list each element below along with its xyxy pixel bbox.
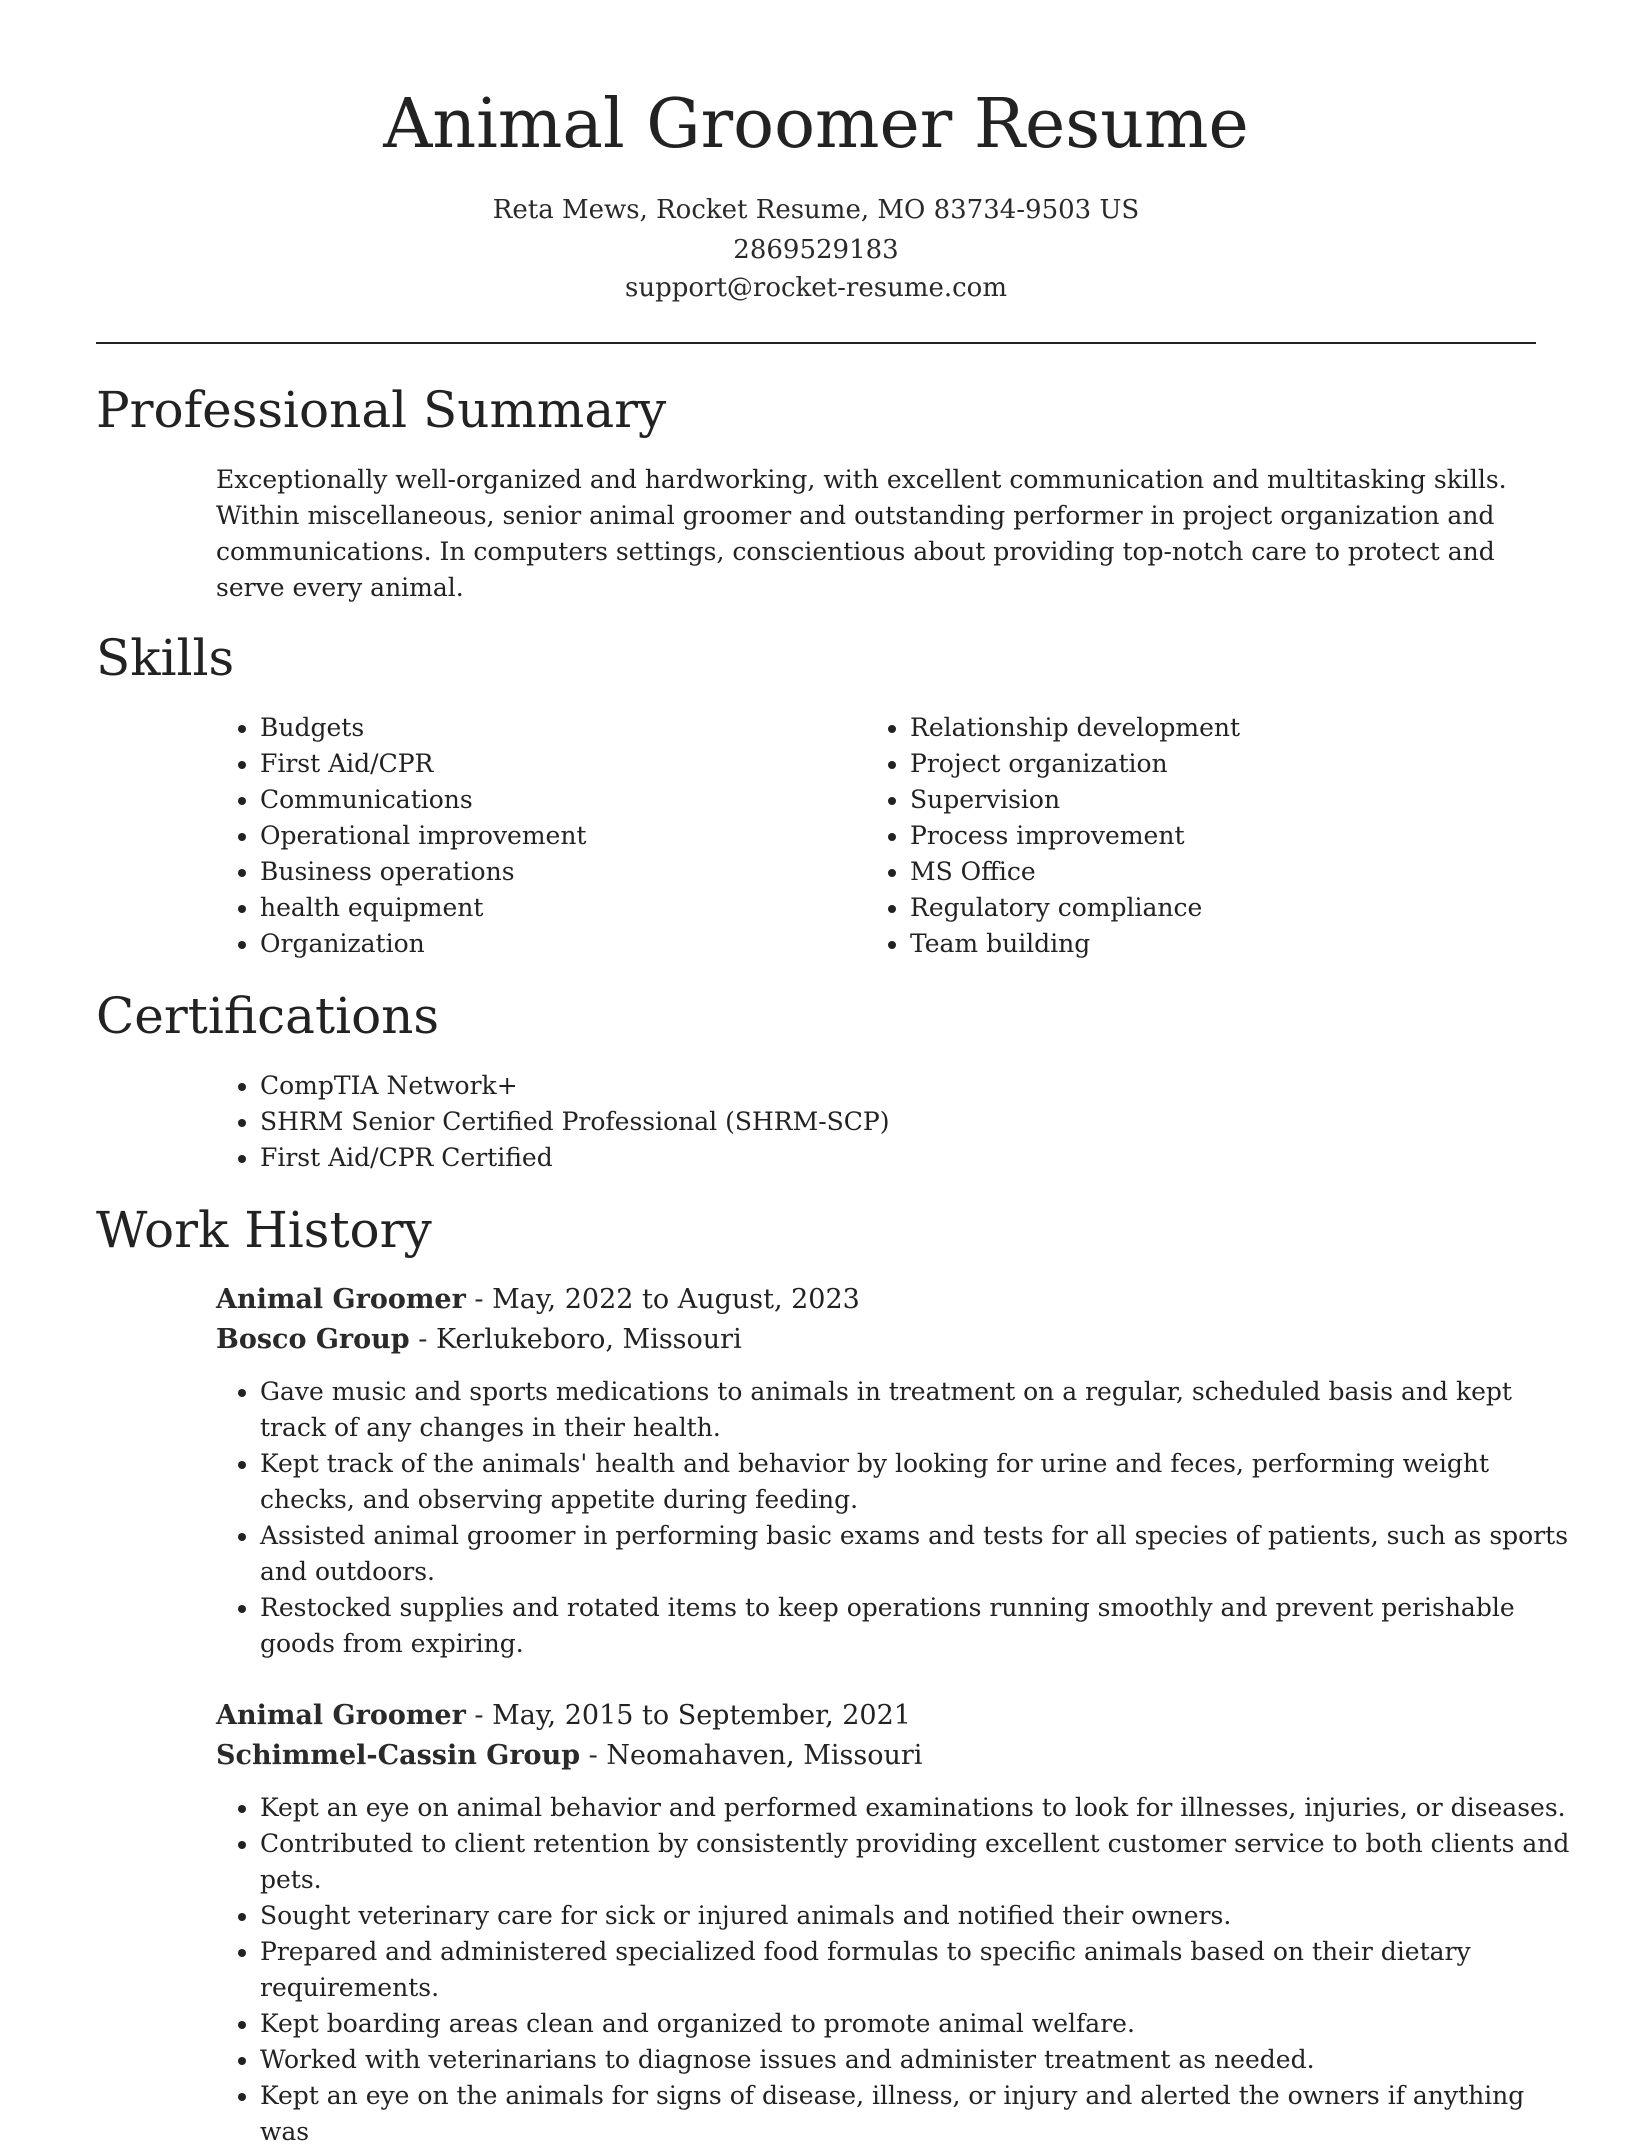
certifications-list	[216, 1068, 1460, 1176]
job-duty-item: • Kept an eye on animal behavior and performed examinations to look for illnesses, injuries, or diseases.	[260, 1790, 1580, 1826]
resume-title: Animal Groomer Resume	[383, 85, 1249, 164]
contact-email: support@rocket-resume.com	[624, 273, 1007, 303]
certifications-heading: Certifications	[96, 987, 440, 1045]
job-duties-list	[216, 1374, 1580, 1662]
job-duty-item: • Kept track of the animals' health and behavior by looking for urine and feces, performing weight checks, and observing appetite during feeding.	[260, 1446, 1580, 1518]
job-duty-item: • Contributed to client retention by consistently providing excellent customer service to both clients and pets.	[260, 1826, 1580, 1898]
skills-list-right	[866, 710, 1580, 962]
job-duty-item: • Gave music and sports medications to animals in treatment on a regular, scheduled basis and kept track of any changes in their health.	[260, 1374, 1580, 1446]
job-duty-item: • Kept boarding areas clean and organized to promote animal welfare.	[260, 2006, 1580, 2042]
skill-item: • Relationship development	[910, 710, 1580, 746]
job-company-line	[216, 1736, 922, 1776]
skill-item: • Organization	[260, 926, 860, 962]
job-location: Neomahaven, Missouri	[606, 1740, 923, 1771]
contact-address: Reta Mews, Rocket Resume, MO 83734-9503 US	[492, 195, 1140, 225]
job-duty-item: • Prepared and administered specialized food formulas to specific animals based on their dietary requirements.	[260, 1934, 1580, 2006]
skill-item: • First Aid/CPR	[260, 746, 860, 782]
skill-item: • Budgets	[260, 710, 860, 746]
job-duties-list	[216, 1790, 1580, 2150]
skill-item: • Team building	[910, 926, 1580, 962]
certification-item: • CompTIA Network+	[260, 1068, 1460, 1104]
job-location: Kerlukeboro, Missouri	[435, 1324, 742, 1355]
skill-item: • health equipment	[260, 890, 860, 926]
skill-item: • Business operations	[260, 854, 860, 890]
certification-item: • First Aid/CPR Certified	[260, 1140, 1460, 1176]
skills-list-left	[216, 710, 860, 962]
skill-item: • Supervision	[910, 782, 1580, 818]
skill-item: • Communications	[260, 782, 860, 818]
job-title-line	[216, 1696, 911, 1736]
summary-text: Exceptionally well-organized and hardworking, with excellent communication and multitasking skills. Within miscellaneous, senior animal groomer and outstanding performer in project organization and communications. In computers settings, conscientious about providing top-notch care to protect and serve every animal.	[216, 465, 1507, 602]
job-company: Bosco Group	[216, 1324, 410, 1355]
job-separator: -	[465, 1284, 493, 1315]
work-history-heading: Work History	[96, 1201, 432, 1259]
job-separator: -	[409, 1324, 436, 1355]
job-separator: -	[465, 1700, 493, 1731]
skill-item: • MS Office	[910, 854, 1580, 890]
job-dates: May, 2022 to August, 2023	[492, 1284, 860, 1315]
job-duty-item: • Worked with veterinarians to diagnose issues and administer treatment as needed.	[260, 2042, 1580, 2078]
header-divider	[96, 342, 1536, 344]
job-dates: May, 2015 to September, 2021	[492, 1700, 911, 1731]
skill-item: • Operational improvement	[260, 818, 860, 854]
skills-heading: Skills	[96, 629, 235, 687]
summary-heading: Professional Summary	[96, 381, 667, 439]
skill-item: • Process improvement	[910, 818, 1580, 854]
certification-item: • SHRM Senior Certified Professional (SHRM-SCP)	[260, 1104, 1460, 1140]
job-duty-item: • Sought veterinary care for sick or injured animals and notified their owners.	[260, 1898, 1580, 1934]
job-title: Animal Groomer	[216, 1700, 466, 1731]
job-duty-item: • Restocked supplies and rotated items to keep operations running smoothly and prevent perishable goods from expiring.	[260, 1590, 1580, 1662]
contact-phone: 2869529183	[733, 235, 899, 265]
job-title-line	[216, 1280, 860, 1320]
skill-item: • Project organization	[910, 746, 1580, 782]
skill-item: • Regulatory compliance	[910, 890, 1580, 926]
job-duty-item: • Assisted animal groomer in performing basic exams and tests for all species of patients, such as sports and outdoors.	[260, 1518, 1580, 1590]
job-title: Animal Groomer	[216, 1284, 466, 1315]
job-company-line	[216, 1320, 742, 1360]
job-separator: -	[580, 1740, 607, 1771]
job-duty-item: • Kept an eye on the animals for signs of disease, illness, or injury and alerted the owners if anything was	[260, 2078, 1580, 2150]
job-company: Schimmel-Cassin Group	[216, 1740, 581, 1771]
